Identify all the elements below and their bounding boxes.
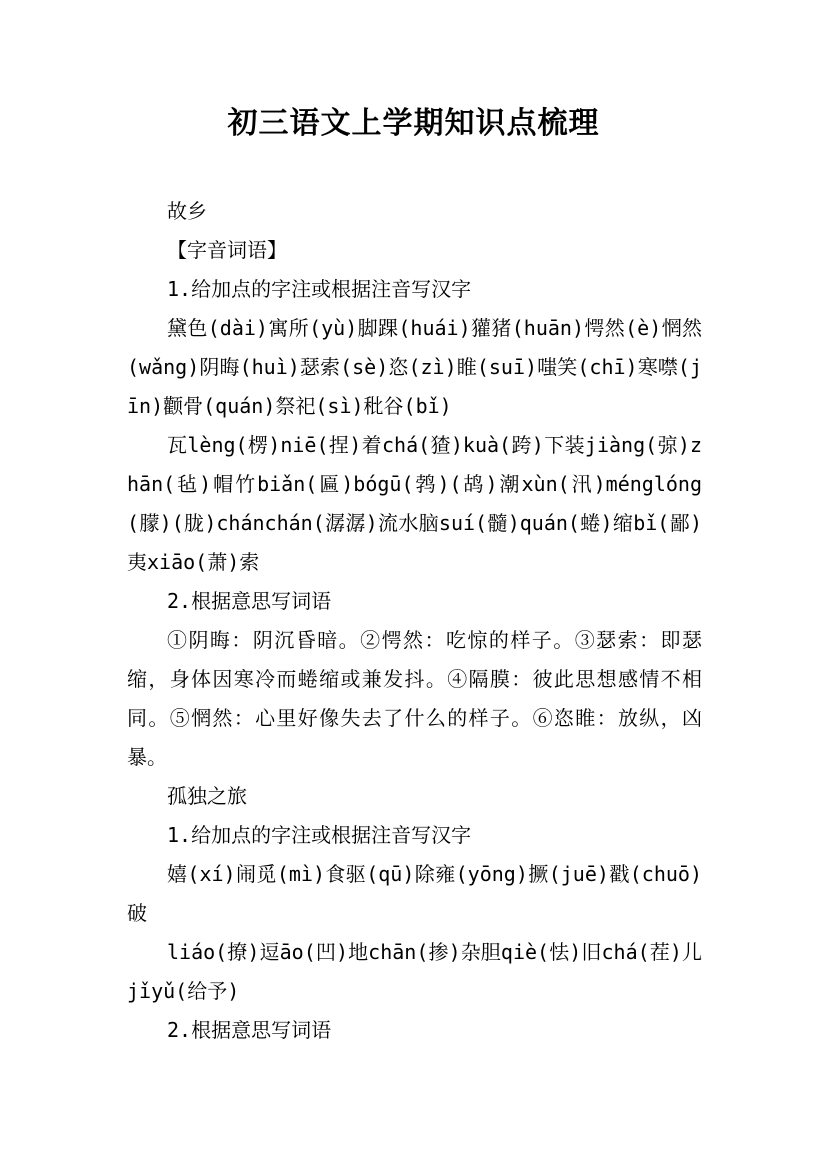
exercise-heading: 2.根据意思写词语	[167, 589, 332, 613]
pinyin-paragraph: 瓦lèng(楞)niē(捏)着chá(猹)kuà(跨)下装jiàng(弶)zhān(毡)帽竹biǎn(匾)bógū(鹁)(鸪)潮xùn(汛)ménglóng(朦)(胧)chánchán(潺潺)流水脑suí(髓)quán(蜷)缩bǐ(鄙)夷xiāo(萧)索	[127, 433, 702, 574]
section-heading-gu-du-zhi-lv: 孤独之旅	[167, 784, 247, 808]
exercise-heading: 1.给加点的字注或根据注音写汉字	[167, 823, 472, 847]
pinyin-paragraph: 嬉(xí)闹觅(mì)食驱(qū)除雍(yōng)撅(juē)戳(chuō)破	[127, 862, 702, 925]
section-heading-gu-xiang: 故乡	[167, 199, 207, 223]
exercise-heading: 2.根据意思写词语	[167, 1018, 332, 1042]
pinyin-paragraph: 黛色(dài)寓所(yù)脚踝(huái)獾猪(huān)愕然(è)惘然(wǎng)阴晦(huì)瑟索(sè)恣(zì)睢(suī)嗤笑(chī)寒噤(jīn)颧骨(quán)祭祀(sì)秕谷(bǐ)	[127, 316, 702, 418]
definitions-paragraph: ①阴晦：阴沉昏暗。②愕然：吃惊的样子。③瑟索：即瑟缩，身体因寒冷而蜷缩或兼发抖。④隔膜：彼此思想感情不相同。⑤惘然：心里好像失去了什么的样子。⑥恣睢：放纵，凶暴。	[127, 628, 702, 769]
document-body	[127, 192, 702, 1050]
exercise-heading: 1.给加点的字注或根据注音写汉字	[167, 277, 472, 301]
subsection-heading: 【字音词语】	[167, 238, 287, 262]
document-title: 初三语文上学期知识点梳理	[227, 106, 600, 141]
pinyin-paragraph: liáo(撩)逗āo(凹)地chān(掺)杂胆qiè(怯)旧chá(茬)儿jǐyǔ(给予)	[127, 940, 702, 1003]
